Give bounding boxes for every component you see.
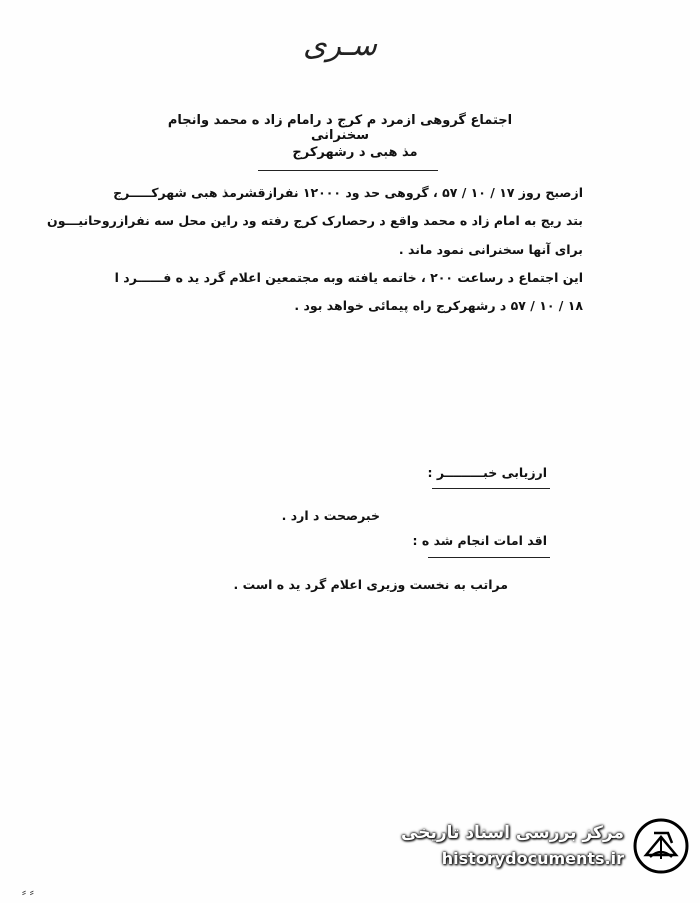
watermark-url: historydocuments.ir [441,849,624,868]
body-line-4: این اجتماع د رساعت ۲۰۰ ، خاتمه یافته وبه مجتمعین اعلام گرد ید ه فــــــرد ا [114,270,583,285]
document-subtitle: مذ هبی د رشهرکرج [292,145,418,160]
body-line-3: برای آنها سخنرانی نمود ماند . [398,242,583,257]
classification-stamp: سـرى [303,28,377,63]
actions-label: اقد امات انجام شد ه : [412,533,547,548]
body-line-1: ازصبح روز ۱۷ / ۱۰ / ۵۷ ، گروهی حد ود ۱۲۰۰۰ نفرازقشرمذ هبی شهرکـــــرج [113,185,583,200]
book-emblem-icon [632,817,690,875]
watermark [400,815,690,881]
corner-mark: ⸗ ⸗ [22,885,34,899]
actions-underline [428,557,550,558]
subtitle-underline [258,170,438,171]
watermark-title: مرکز بررسی اسناد تاریخی [401,823,624,843]
actions-text: مراتب به نخست وزیری اعلام گرد ید ه است . [233,577,508,592]
evaluation-label: ارزیابی خبـــــــــر : [427,465,547,480]
evaluation-underline [432,488,550,489]
body-line-5: ۱۸ / ۱۰ / ۵۷ د رشهرکرج راه پیمائی خواهد بود . [294,298,583,313]
evaluation-text: خبرصحت د ارد . [281,508,380,523]
body-line-2: بتد ریج به امام زاد ه محمد واقع د رحصارک کرج رفته ود راین محل سه نفرازروحانیـــون [47,213,583,228]
document-title: اجتماع گروهی ازمرد م کرج د رامام زاد ه محمد وانجام سخنرانی [167,113,513,143]
